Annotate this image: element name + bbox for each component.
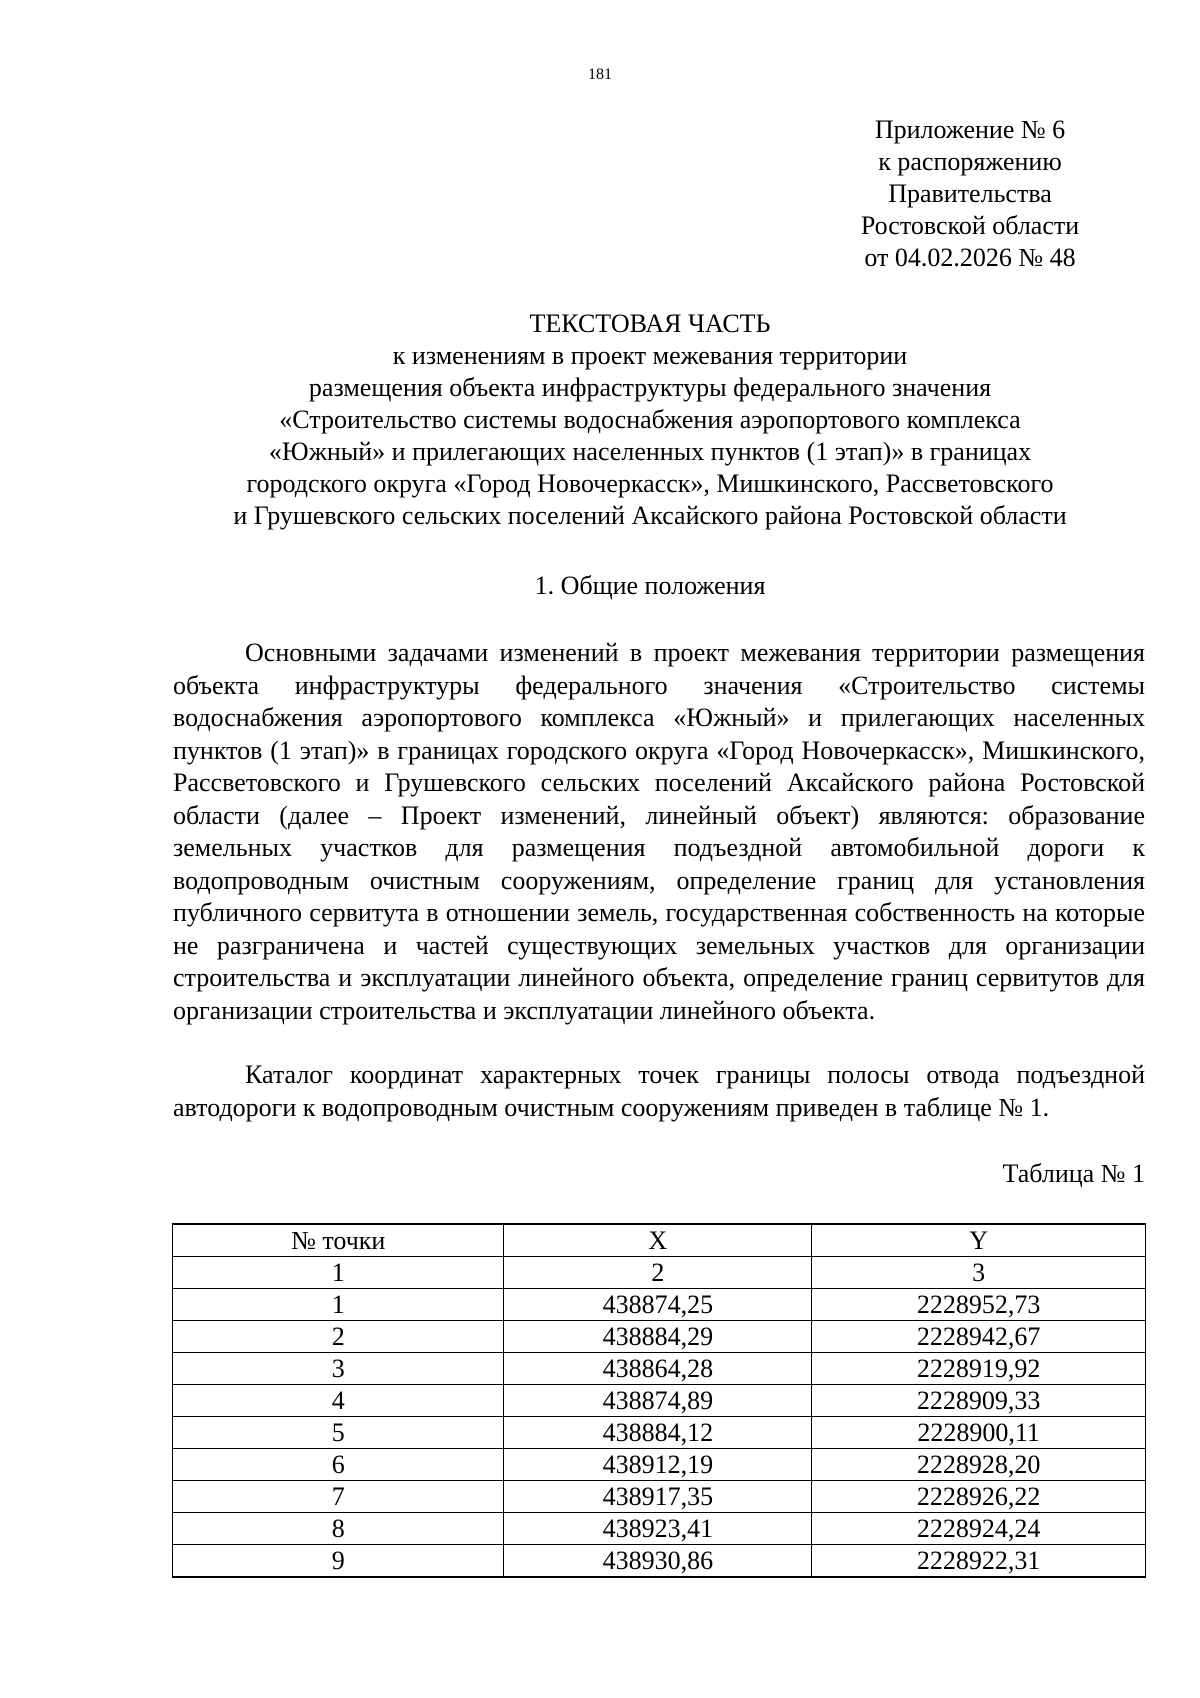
- table-cell: 2228909,33: [812, 1385, 1146, 1417]
- page-number: 181: [588, 66, 612, 83]
- table-cell: 8: [173, 1513, 504, 1545]
- header-x: X: [504, 1224, 812, 1257]
- paragraph-objectives: Основными задачами изменений в проект межевания территории размещения объекта инфраструктуры федерального значения «Строительство системы водоснабжения аэропортового комплекса «Южный» и прилегающих населенных пунктов (1 этап)» в границах городского округа «Город Новочеркасск», Мишкинского, Рассветовского и Грушевского сельских поселений Аксайского района Ростовской области (далее – Проект изменений, линейный объект) являются: образование земельных участков для размещения подъездной автомобильной дороги к водопроводным очистным сооружениям, определение границ для установления публичного сервитута в отношении земель, государственная собственность на которые не разграничена и частей существующих земельных участков для организации строительства и эксплуатации линейного объекта, определение границ сервитутов для организации строительства и эксплуатации линейного объекта.: [173, 638, 1145, 1025]
- table-row: [173, 1545, 1146, 1578]
- coordinates-table: [172, 1223, 1146, 1578]
- table-row: [173, 1385, 1146, 1417]
- table-cell: 1: [173, 1289, 504, 1321]
- table-cell: 2228922,31: [812, 1545, 1146, 1578]
- appendix-line: от 04.02.2026 № 48: [864, 243, 1076, 272]
- table-cell: 5: [173, 1417, 504, 1449]
- table-cell: 3: [173, 1353, 504, 1385]
- table-cell: 2: [173, 1321, 504, 1353]
- appendix-line: к распоряжению: [878, 147, 1062, 176]
- header-y: Y: [812, 1224, 1146, 1257]
- table-cell: 438884,12: [504, 1417, 812, 1449]
- table-row: [173, 1353, 1146, 1385]
- table-cell: 438884,29: [504, 1321, 812, 1353]
- appendix-block: [820, 114, 1120, 274]
- table-row: [173, 1417, 1146, 1449]
- table-cell: 2228900,11: [812, 1417, 1146, 1449]
- paragraph-catalog: Каталог координат характерных точек границы полосы отвода подъездной автодороги к водопроводным очистным сооружениям приведен в таблице № 1.: [173, 1060, 1145, 1122]
- table-cell: 9: [173, 1545, 504, 1578]
- table-cell: 6: [173, 1449, 504, 1481]
- table-cell: 438874,89: [504, 1385, 812, 1417]
- table-cell: 3: [812, 1257, 1146, 1289]
- appendix-line: Приложение № 6: [874, 115, 1066, 144]
- table-cell: 2: [504, 1257, 812, 1289]
- title-line: «Южный» и прилегающих населенных пунктов (1 этап)» в границах: [268, 437, 1032, 466]
- table-cell: 7: [173, 1481, 504, 1513]
- table-row: [173, 1481, 1146, 1513]
- table-cell: 438864,28: [504, 1353, 812, 1385]
- table-row: [173, 1321, 1146, 1353]
- table-cell: 2228942,67: [812, 1321, 1146, 1353]
- appendix-line: Ростовской области: [860, 211, 1080, 240]
- title-line: городского округа «Город Новочеркасск», Мишкинского, Рассветовского: [246, 469, 1054, 498]
- table-caption: Таблица № 1: [1002, 1159, 1145, 1188]
- table-cell: 2228919,92: [812, 1353, 1146, 1385]
- table-row: [173, 1449, 1146, 1481]
- table-cell: 4: [173, 1385, 504, 1417]
- title-line: «Строительство системы водоснабжения аэропортового комплекса: [279, 405, 1021, 434]
- table-cell: 438917,35: [504, 1481, 812, 1513]
- table-cell: 2228952,73: [812, 1289, 1146, 1321]
- appendix-line: Правительства: [888, 179, 1052, 208]
- header-point-number: № точки: [173, 1224, 504, 1257]
- table-cell: 2228928,20: [812, 1449, 1146, 1481]
- table-cell: 438923,41: [504, 1513, 812, 1545]
- table-cell: 438874,25: [504, 1289, 812, 1321]
- table-cell: 2228924,24: [812, 1513, 1146, 1545]
- title-line: и Грушевского сельских поселений Аксайского района Ростовской области: [233, 501, 1067, 530]
- title-heading: ТЕКСТОВАЯ ЧАСТЬ: [529, 309, 771, 338]
- document-title: [150, 308, 1150, 532]
- table-cell: 438912,19: [504, 1449, 812, 1481]
- table-cell: 438930,86: [504, 1545, 812, 1578]
- table-header-row: [173, 1224, 1146, 1257]
- table-cell: 2228926,22: [812, 1481, 1146, 1513]
- table-row: [173, 1513, 1146, 1545]
- title-line: к изменениям в проект межевания территории: [392, 341, 908, 370]
- section-heading: 1. Общие положения: [534, 571, 766, 600]
- table-row: [173, 1289, 1146, 1321]
- title-line: размещения объекта инфраструктуры федерального значения: [308, 373, 992, 402]
- table-cell: 1: [173, 1257, 504, 1289]
- table-numbering-row: [173, 1257, 1146, 1289]
